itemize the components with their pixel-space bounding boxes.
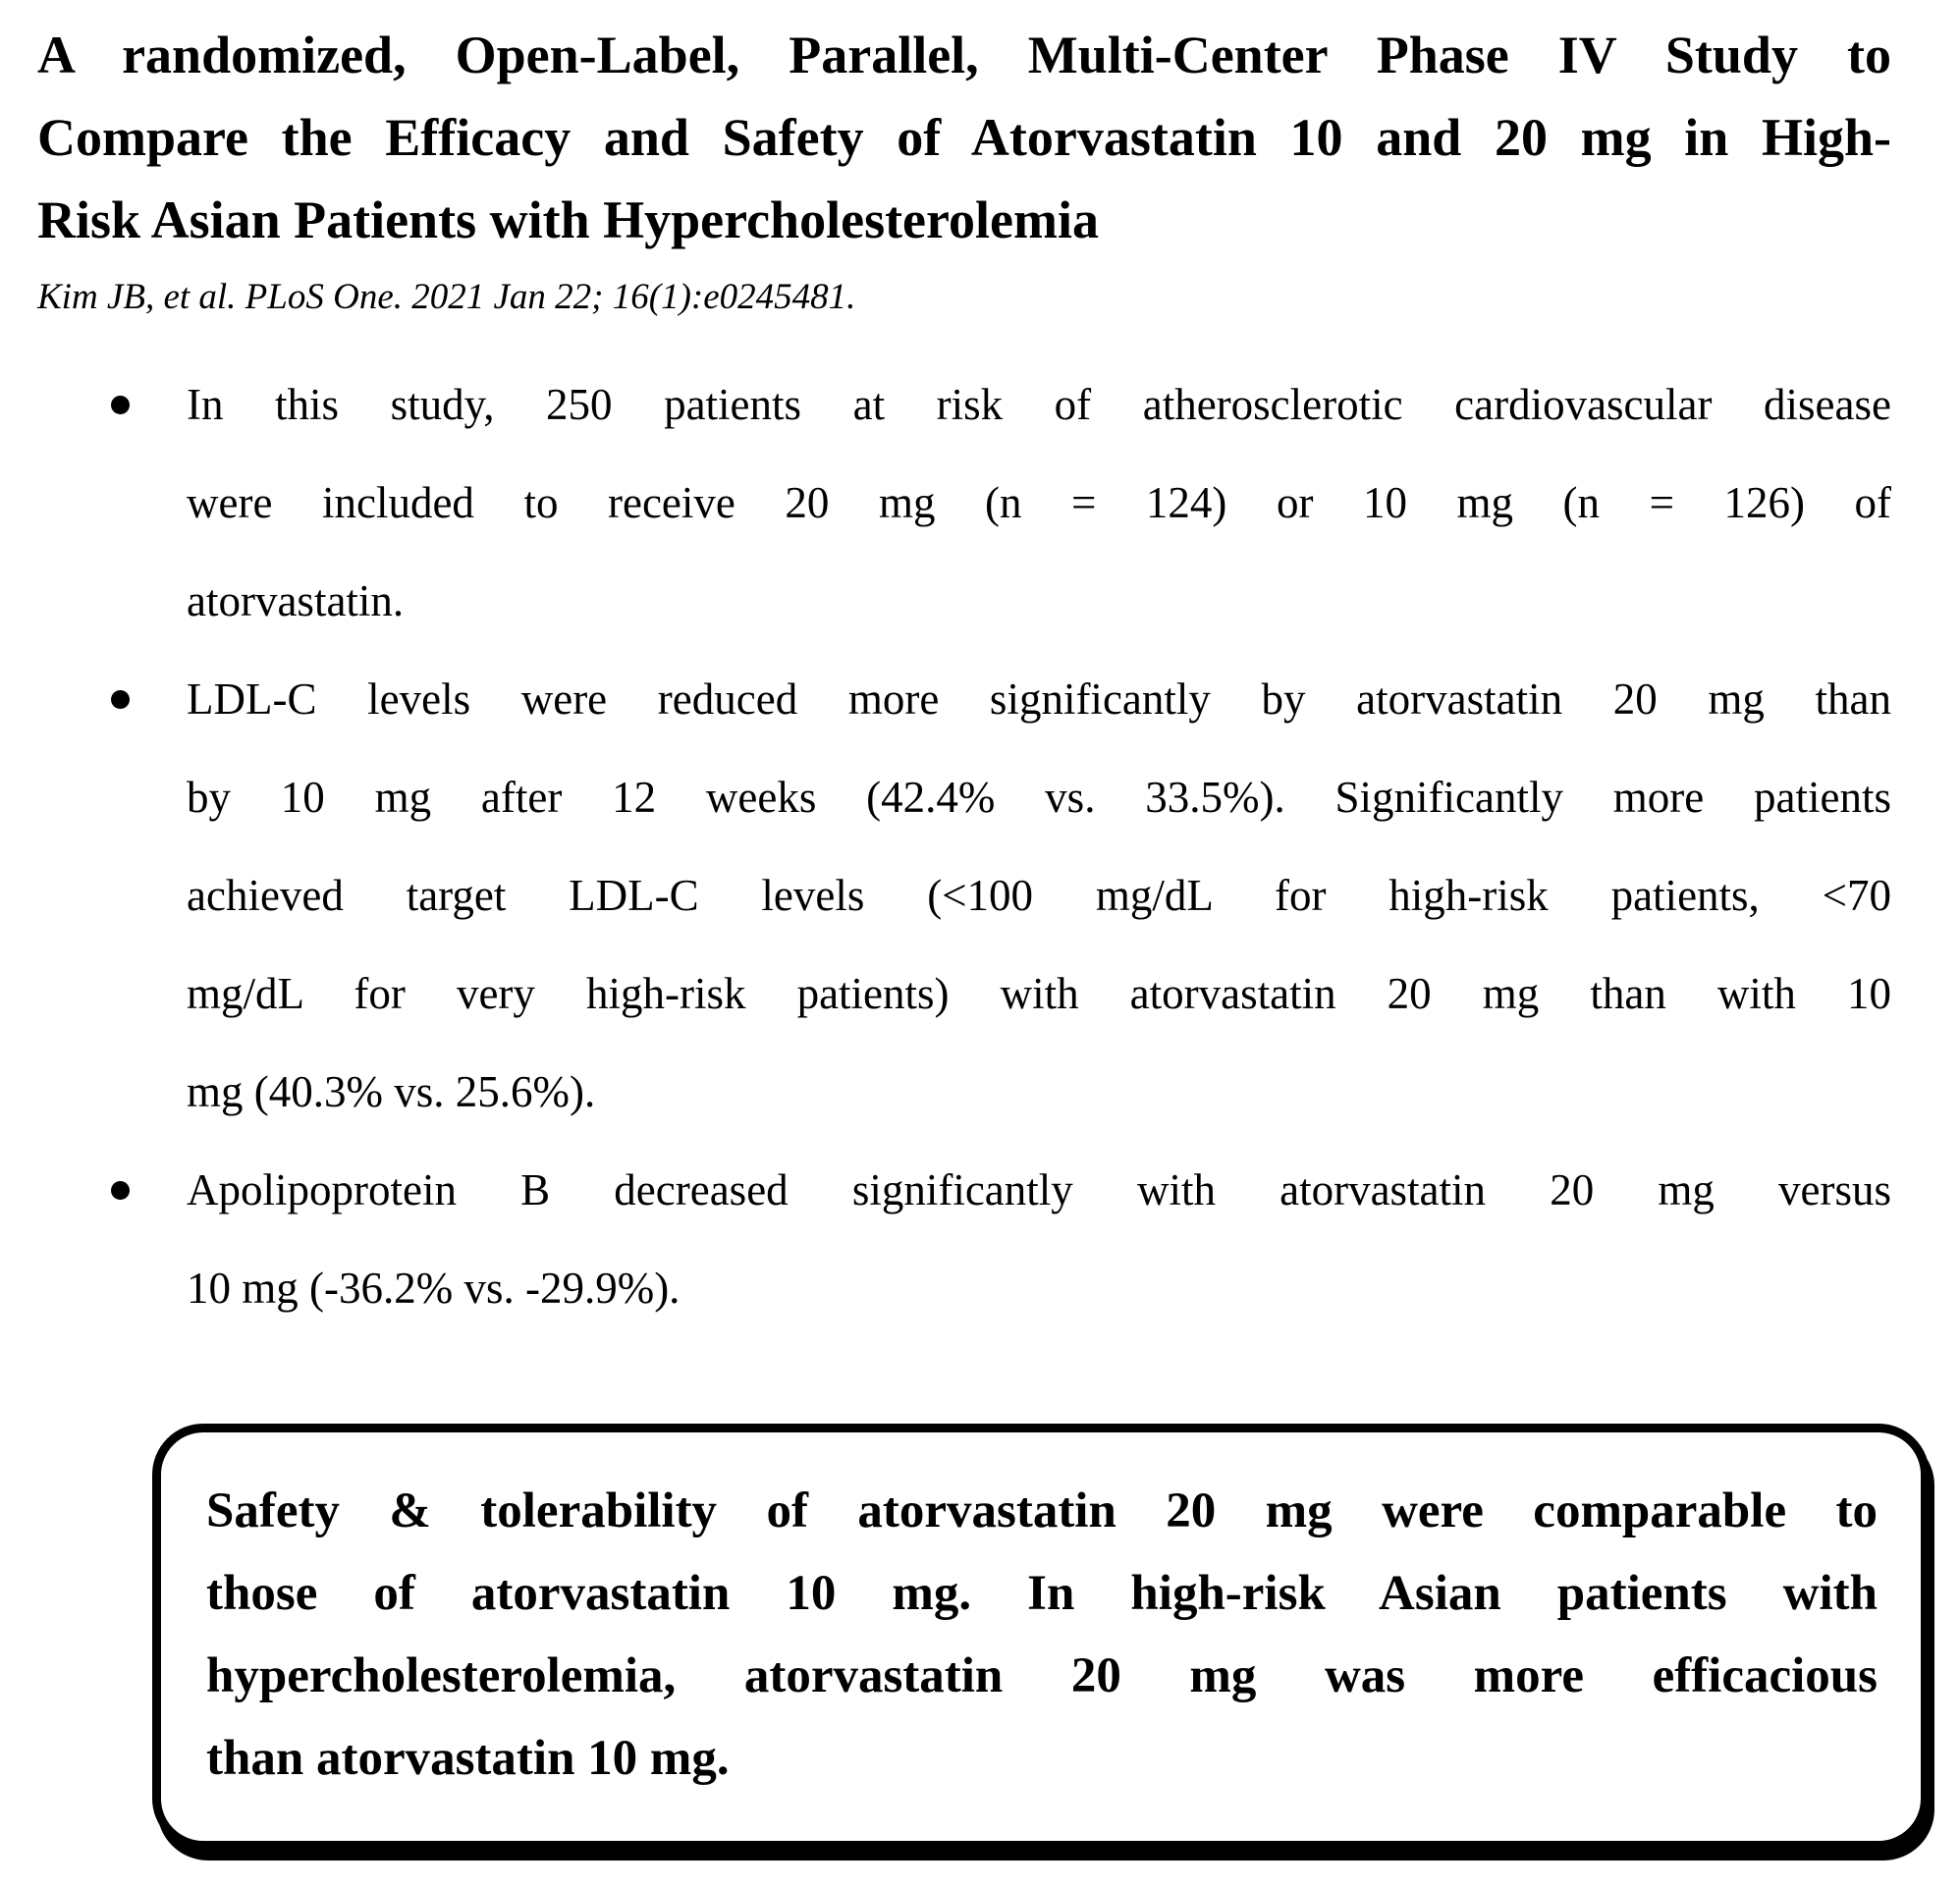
bullet1-line-3: atorvastatin. bbox=[187, 576, 405, 625]
conclusion-line-2: those of atorvastatin 10 mg. In high-risk Asian patients with bbox=[206, 1566, 1878, 1621]
bullet2-line-2: by 10 mg after 12 weeks (42.4% vs. 33.5%). Significantly more patients bbox=[187, 773, 1891, 822]
page-title bbox=[37, 14, 1891, 261]
title-line-2: Compare the Efficacy and Safety of Atorvastatin 10 and 20 mg in High- bbox=[37, 108, 1891, 167]
bullet1-line-1: In this study, 250 patients at risk of atherosclerotic cardiovascular disease bbox=[187, 380, 1891, 429]
list-item bbox=[187, 355, 1891, 650]
conclusion-line-3: hypercholesterolemia, atorvastatin 20 mg was more efficacious bbox=[206, 1648, 1878, 1703]
bullet-icon bbox=[111, 690, 130, 709]
bullet3-line-2: 10 mg (-36.2% vs. -29.9%). bbox=[187, 1264, 681, 1313]
bullet2-line-3: achieved target LDL-C levels (<100 mg/dL for high-risk patients, <70 bbox=[187, 871, 1891, 920]
bullet2-line-5: mg (40.3% vs. 25.6%). bbox=[187, 1067, 596, 1116]
bullet2-line-4: mg/dL for very high-risk patients) with atorvastatin 20 mg than with 10 bbox=[187, 969, 1891, 1018]
title-line-1: A randomized, Open-Label, Parallel, Multi-Center Phase IV Study to bbox=[37, 26, 1891, 84]
conclusion-box bbox=[152, 1424, 1930, 1850]
summary-bullet-list bbox=[37, 355, 1891, 1337]
conclusion-line-1: Safety & tolerability of atorvastatin 20 mg were comparable to bbox=[206, 1483, 1878, 1538]
bullet3-line-1: Apolipoprotein B decreased significantly with atorvastatin 20 mg versus bbox=[187, 1165, 1891, 1214]
conclusion-line-4: than atorvastatin 10 mg. bbox=[206, 1731, 730, 1786]
title-line-3: Risk Asian Patients with Hypercholesterolemia bbox=[37, 190, 1099, 249]
bullet-icon bbox=[111, 1181, 130, 1200]
bullet-icon bbox=[111, 396, 130, 414]
bullet2-line-1: LDL-C levels were reduced more significantly by atorvastatin 20 mg than bbox=[187, 674, 1891, 724]
bullet1-line-2: were included to receive 20 mg (n = 124) or 10 mg (n = 126) of bbox=[187, 478, 1891, 527]
list-item bbox=[187, 650, 1891, 1141]
list-item bbox=[187, 1141, 1891, 1337]
citation: Kim JB, et al. PLoS One. 2021 Jan 22; 16(1):e0245481. bbox=[37, 277, 856, 317]
